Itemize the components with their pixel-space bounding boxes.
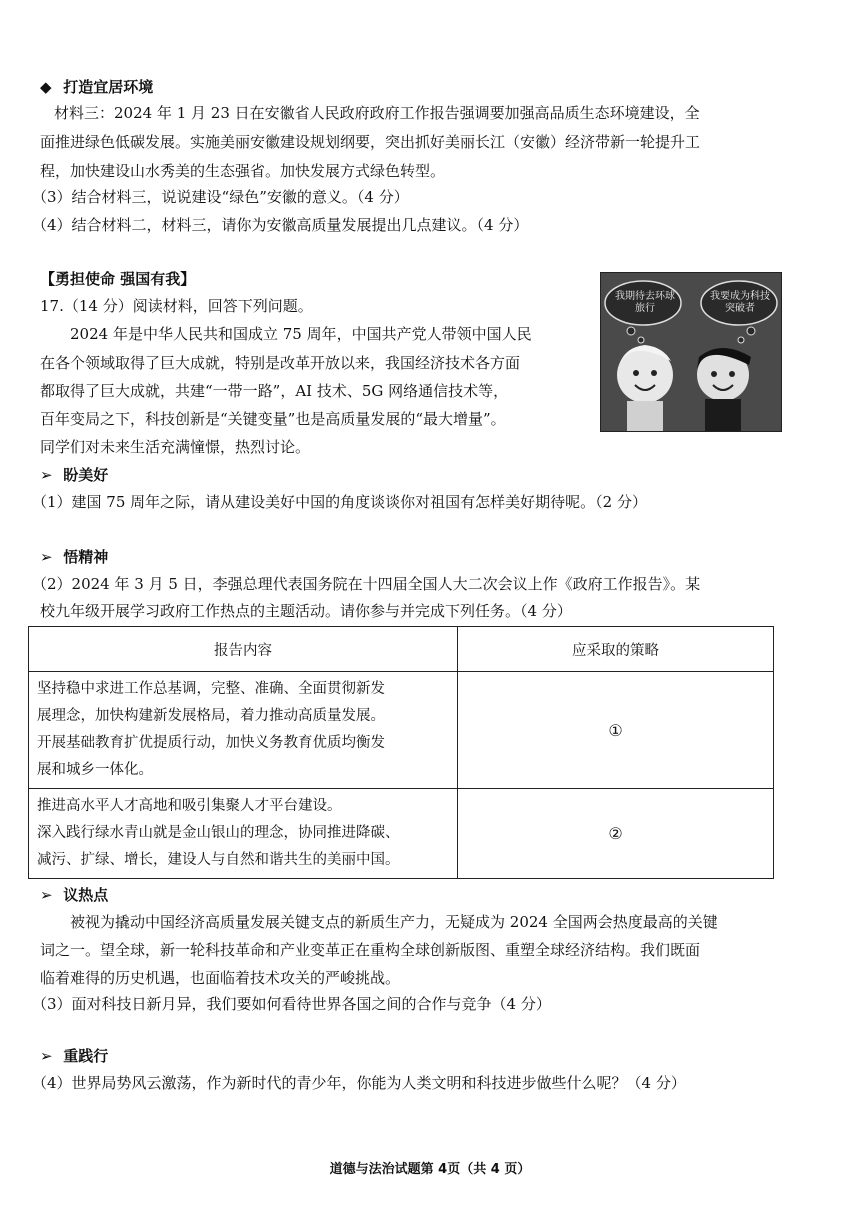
cell-line: 深入践行绿水青山就是金山银山的理念，协同推进降碳、 bbox=[37, 825, 400, 841]
page-footer: 道德与法治试题第 4页（共 4 页） bbox=[329, 1162, 531, 1177]
material-line: 程，加快建设山水秀美的生态强省。加快发展方式绿色转型。 bbox=[40, 162, 446, 180]
cell-line: 展理念，加快构建新发展格局，着力推动高质量发展。 bbox=[37, 708, 385, 724]
section-heading bbox=[40, 76, 820, 98]
subsection-title: 盼美好 bbox=[63, 466, 109, 484]
cell-line: 坚持稳中求进工作总基调，完整、准确、全面贯彻新发 bbox=[37, 681, 385, 697]
material-line: 百年变局之下，科技创新是“关键变量”也是高质量发展的“最大增量”。 bbox=[40, 410, 506, 428]
table-header-row bbox=[29, 627, 774, 672]
question-4: （4）结合材料二，材料三，请你为安徽高质量发展提出几点建议。（4 分） bbox=[32, 216, 529, 234]
diamond-bullet-icon: ◆ bbox=[40, 78, 52, 96]
cell-line: 推进高水平人才高地和吸引集聚人才平台建设。 bbox=[37, 798, 342, 814]
speech-bubble-right: 我要成为科技突破者 bbox=[710, 291, 770, 314]
material-line: 临着难得的历史机遇，也面临着技术攻关的严峻挑战。 bbox=[40, 969, 401, 987]
material-line: 被视为撬动中国经济高质量发展关键支点的新质生产力，无疑成为 2024 全国两会热度最高的关键 bbox=[70, 913, 718, 931]
cell-line: 展和城乡一体化。 bbox=[37, 762, 153, 778]
subsection-heading bbox=[40, 546, 820, 568]
material-line: 同学们对未来生活充满憧憬，热烈讨论。 bbox=[40, 438, 311, 456]
material-line: 2024 年是中华人民共和国成立 75 周年，中国共产党人带领中国人民 bbox=[70, 325, 532, 343]
subsection-title: 议热点 bbox=[63, 886, 109, 904]
table-row bbox=[29, 789, 774, 879]
material-line: 都取得了巨大成就，共建“一带一路”，AI 技术、5G 网络通信技术等， bbox=[40, 382, 509, 400]
section-title-strong-nation: 【勇担使命 强国有我】 bbox=[40, 270, 196, 288]
strategy-cell: ① bbox=[458, 672, 774, 789]
table-header: 报告内容 bbox=[29, 627, 458, 672]
material-line: 词之一。望全球，新一轮科技革命和产业变革正在重构全球创新版图、重塑全球经济结构。我们既面 bbox=[40, 941, 701, 959]
subsection-heading bbox=[40, 464, 820, 486]
report-content-cell bbox=[29, 672, 458, 789]
cell-line: 减污、扩绿、增长，建设人与自然和谐共生的美丽中国。 bbox=[37, 852, 400, 868]
question-3: （3）面对科技日新月异，我们要如何看待世界各国之间的合作与竞争（4 分） bbox=[32, 995, 551, 1013]
arrow-bullet-icon: ➢ bbox=[40, 886, 53, 904]
cartoon-image bbox=[600, 272, 782, 432]
material-line: 在各个领域取得了巨大成就，特别是改革开放以来，我国经济技术各方面 bbox=[40, 354, 521, 372]
subsection-heading bbox=[40, 884, 820, 906]
material-line: 面推进绿色低碳发展。实施美丽安徽建设规划纲要，突出抓好美丽长江（安徽）经济带新一轮提升工 bbox=[40, 133, 701, 151]
section-title: 打造宜居环境 bbox=[63, 78, 154, 96]
question-2-line: （2）2024 年 3 月 5 日，李强总理代表国务院在十四届全国人大二次会议上作《政府工作报告》。某 bbox=[32, 575, 701, 593]
strategy-cell: ② bbox=[458, 789, 774, 879]
subsection-heading bbox=[40, 1045, 820, 1067]
question-2-line: 校九年级开展学习政府工作热点的主题活动。请你参与并完成下列任务。（4 分） bbox=[40, 602, 572, 620]
question-3: （3）结合材料三，说说建设“绿色”安徽的意义。（4 分） bbox=[32, 188, 409, 206]
cell-line: 开展基础教育扩优提质行动，加快义务教育优质均衡发 bbox=[37, 735, 385, 751]
material-line: 材料三：2024 年 1 月 23 日在安徽省人民政府政府工作报告强调要加强高品质生态环境建设，全 bbox=[54, 104, 700, 122]
subsection-title: 重践行 bbox=[63, 1047, 109, 1065]
arrow-bullet-icon: ➢ bbox=[40, 548, 53, 566]
arrow-bullet-icon: ➢ bbox=[40, 466, 53, 484]
subsection-title: 悟精神 bbox=[63, 548, 109, 566]
question-17: 17.（14 分）阅读材料，回答下列问题。 bbox=[40, 297, 313, 315]
question-1: （1）建国 75 周年之际，请从建设美好中国的角度谈谈你对祖国有怎样美好期待呢。（2 分） bbox=[32, 493, 647, 511]
table-header: 应采取的策略 bbox=[458, 627, 774, 672]
question-4: （4）世界局势风云激荡，作为新时代的青少年，你能为人类文明和科技进步做些什么呢？（4 分） bbox=[32, 1074, 686, 1092]
speech-bubble-left: 我期待去环球旅行 bbox=[615, 291, 675, 314]
arrow-bullet-icon: ➢ bbox=[40, 1047, 53, 1065]
table-row bbox=[29, 672, 774, 789]
task-table bbox=[28, 626, 774, 879]
report-content-cell bbox=[29, 789, 458, 879]
